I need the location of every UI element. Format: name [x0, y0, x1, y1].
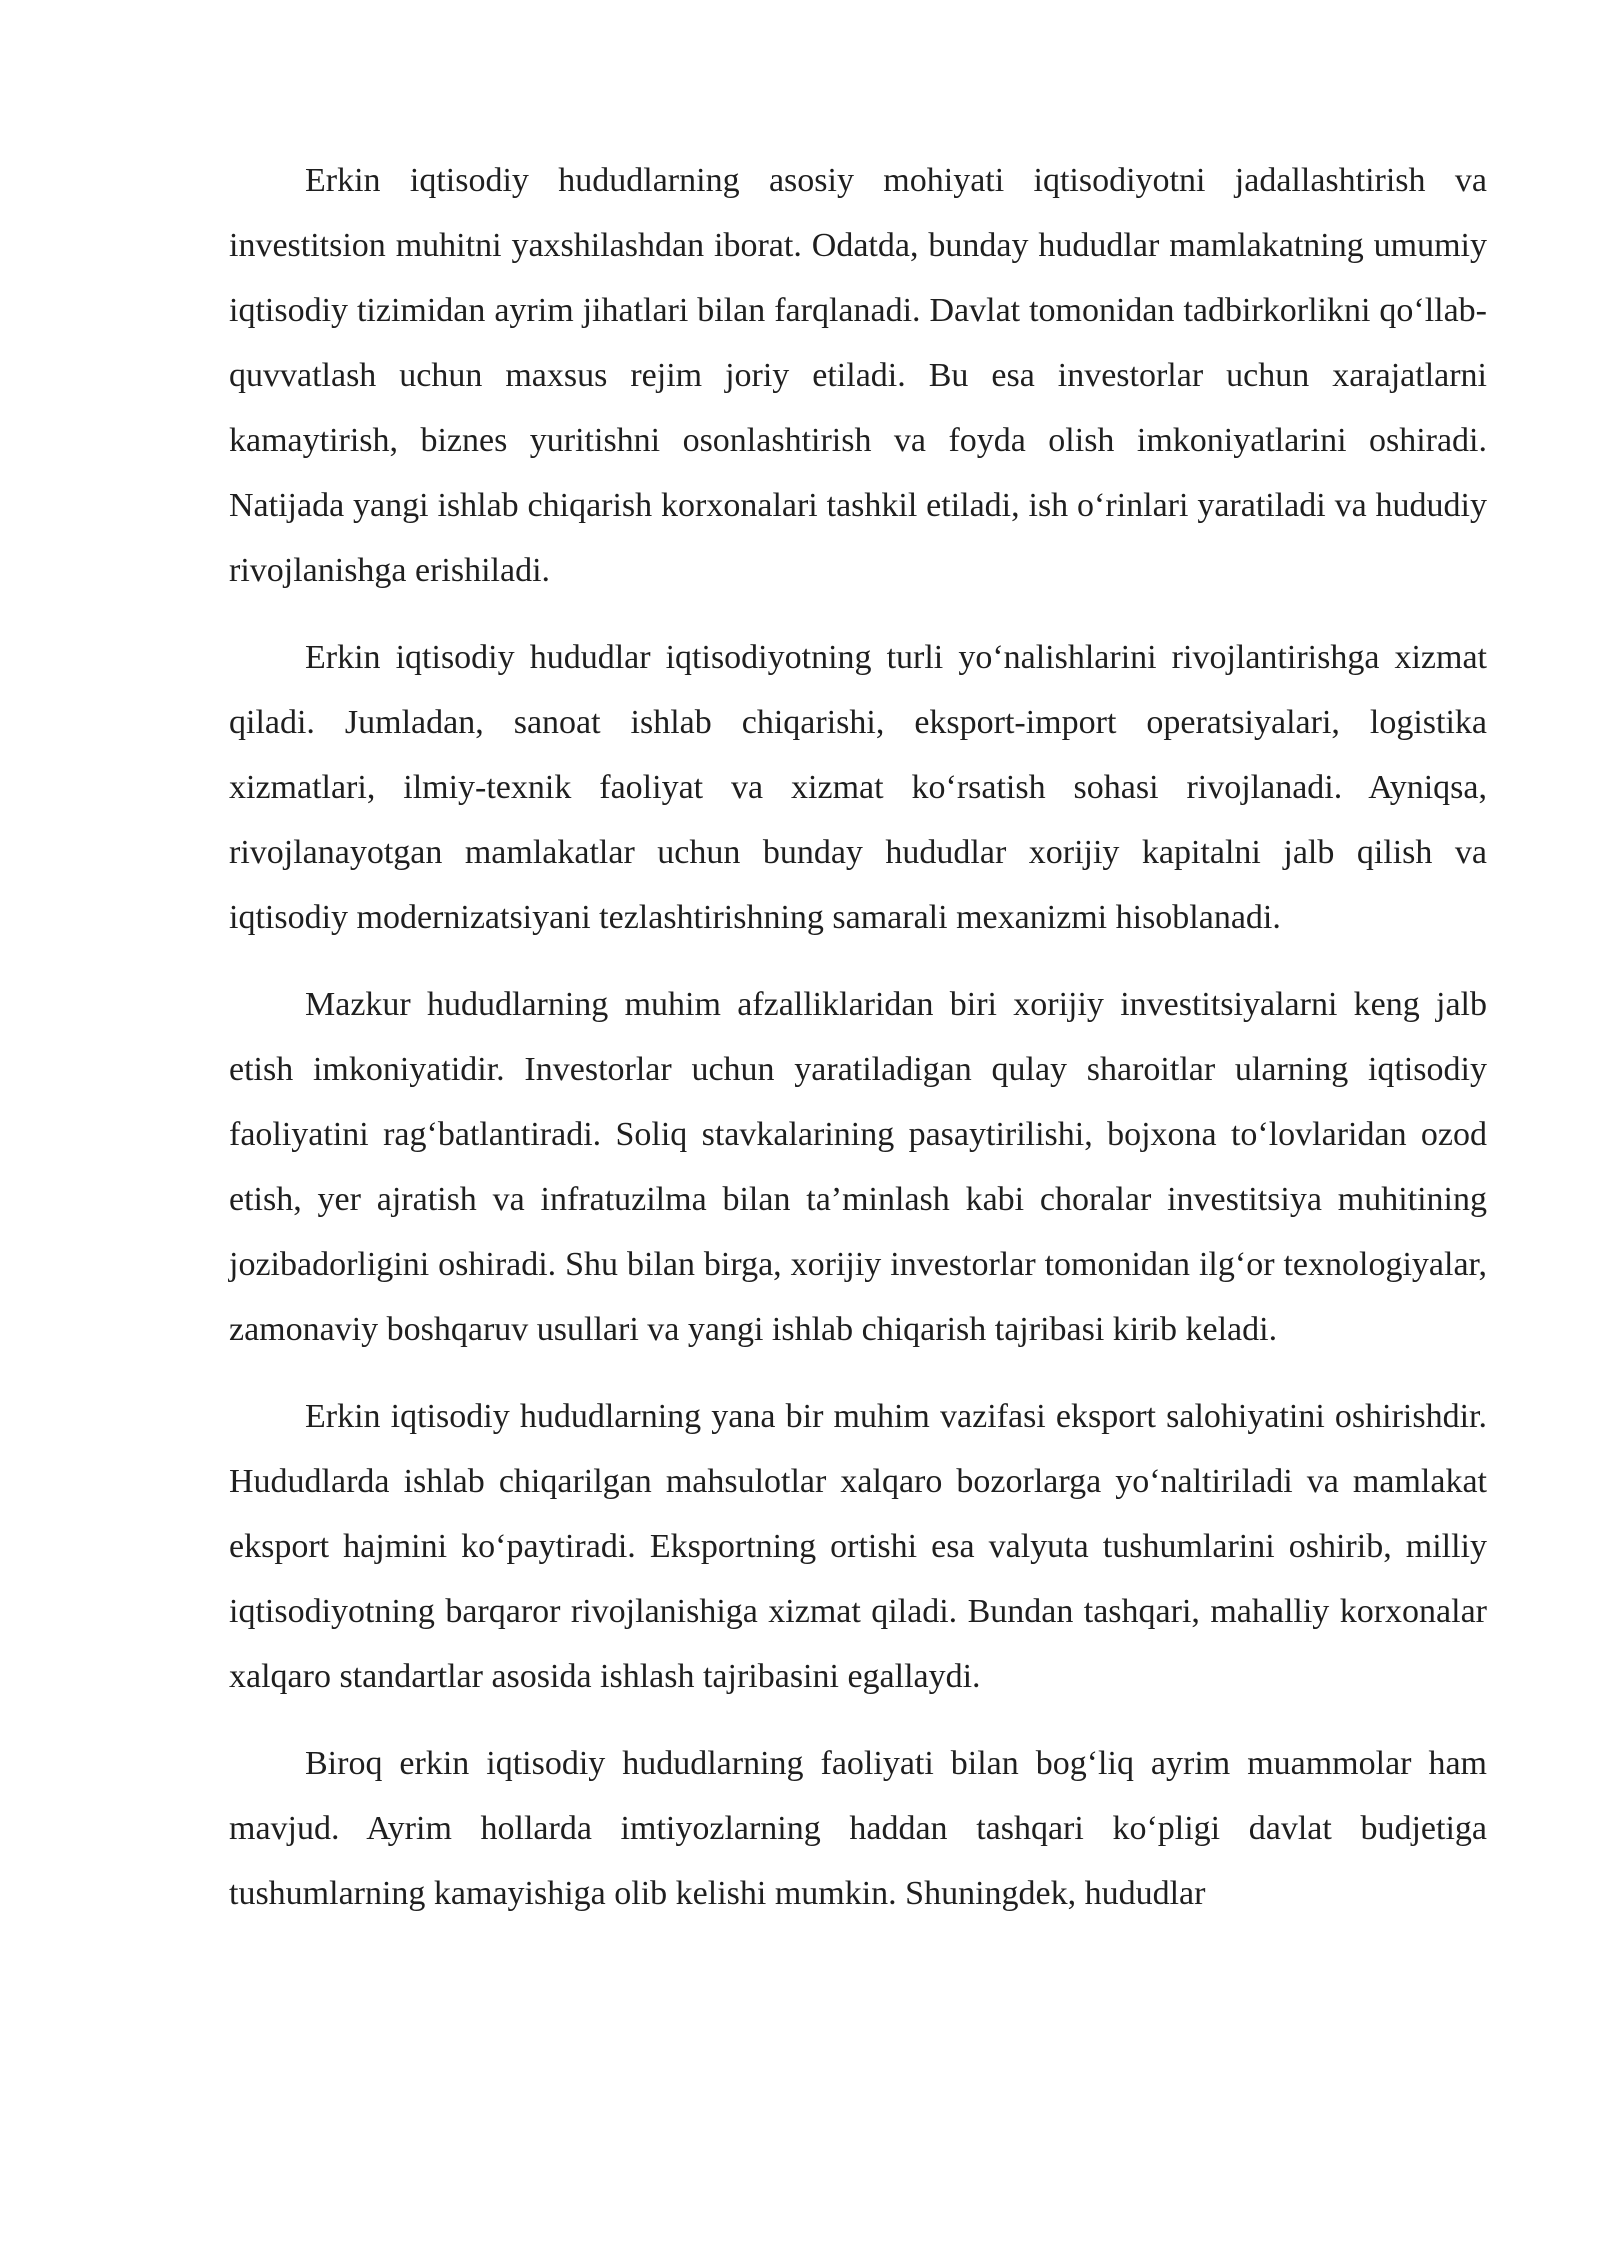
paragraph-1: Erkin iqtisodiy hududlarning asosiy mohiyati iqtisodiyotni jadallashtirish va investitsion muhitni yaxshilashdan iborat. Odatda, bunday hududlar mamlakatning umumiy iqtisodiy tizimidan ayrim jihatlari bilan farqlanadi. Davlat tomonidan tadbirkorlikni qo‘llab-quvvatlash uchun maxsus rejim joriy etiladi. Bu esa investorlar uchun xarajatlarni kamaytirish, biznes yuritishni osonlashtirish va foyda olish imkoniyatlarini oshiradi. Natijada yangi ishlab chiqarish korxonalari tashkil etiladi, ish o‘rinlari yaratiladi va hududiy rivojlanishga erishiladi. — [229, 162, 1487, 589]
paragraph-2: Erkin iqtisodiy hududlar iqtisodiyotning turli yo‘nalishlarini rivojlantirishga xizmat qiladi. Jumladan, sanoat ishlab chiqarishi, eksport-import operatsiyalari, logistika xizmatlari, ilmiy-texnik faoliyat va xizmat ko‘rsatish sohasi rivojlanadi. Ayniqsa, rivojlanayotgan mamlakatlar uchun bunday hududlar xorijiy kapitalni jalb qilish va iqtisodiy modernizatsiyani tezlashtirishning samarali mexanizmi hisoblanadi. — [229, 639, 1487, 936]
document-body — [229, 148, 1487, 1948]
paragraph-3: Mazkur hududlarning muhim afzalliklaridan biri xorijiy investitsiyalarni keng jalb etish imkoniyatidir. Investorlar uchun yaratiladigan qulay sharoitlar ularning iqtisodiy faoliyatini rag‘batlantiradi. Soliq stavkalarining pasaytirilishi, bojxona to‘lovlaridan ozod etish, yer ajratish va infratuzilma bilan ta’minlash kabi choralar investitsiya muhitining jozibadorligini oshiradi. Shu bilan birga, xorijiy investorlar tomonidan ilg‘or texnologiyalar, zamonaviy boshqaruv usullari va yangi ishlab chiqarish tajribasi kirib keladi. — [229, 986, 1487, 1348]
paragraph-4: Erkin iqtisodiy hududlarning yana bir muhim vazifasi eksport salohiyatini oshirishdir. Hududlarda ishlab chiqarilgan mahsulotlar xalqaro bozorlarga yo‘naltiriladi va mamlakat eksport hajmini ko‘paytiradi. Eksportning ortishi esa valyuta tushumlarini oshirib, milliy iqtisodiyotning barqaror rivojlanishiga xizmat qiladi. Bundan tashqari, mahalliy korxonalar xalqaro standartlar asosida ishlash tajribasini egallaydi. — [229, 1398, 1487, 1695]
paragraph-5: Biroq erkin iqtisodiy hududlarning faoliyati bilan bog‘liq ayrim muammolar ham mavjud. Ayrim hollarda imtiyozlarning haddan tashqari ko‘pligi davlat budjetiga tushumlarning kamayishiga olib kelishi mumkin. Shuningdek, hududlar — [229, 1745, 1487, 1912]
